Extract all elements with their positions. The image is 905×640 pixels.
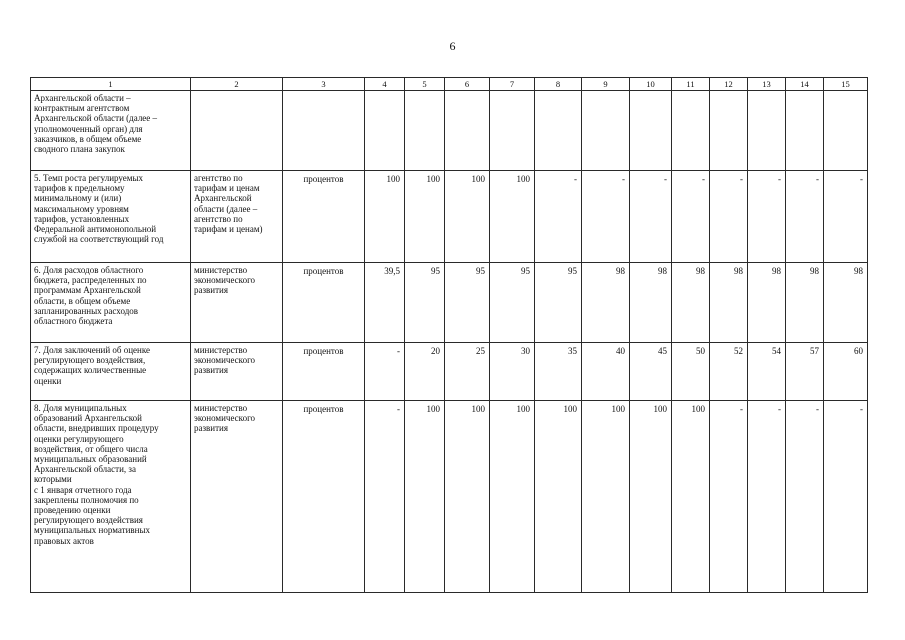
responsible-cell: министерство экономического развития	[191, 401, 283, 593]
value-cell: -	[748, 401, 786, 593]
table-row	[31, 91, 868, 171]
header-cell: 8	[535, 78, 582, 91]
value-cell: 98	[786, 263, 824, 343]
header-cell: 14	[786, 78, 824, 91]
value-cell	[405, 91, 445, 171]
header-cell: 11	[672, 78, 710, 91]
value-cell: 60	[824, 343, 868, 401]
unit-cell: процентов	[283, 263, 365, 343]
value-cell: 100	[365, 171, 405, 263]
unit-cell: процентов	[283, 401, 365, 593]
value-cell: 57	[786, 343, 824, 401]
unit-cell	[283, 91, 365, 171]
indicator-cell: 6. Доля расходов областного бюджета, распределенных по программам Архангельской области, в общем объеме запланированных расходов областного бюджета	[31, 263, 191, 343]
value-cell: -	[365, 343, 405, 401]
value-cell: 98	[630, 263, 672, 343]
value-cell	[582, 91, 630, 171]
value-cell: 100	[582, 401, 630, 593]
header-cell: 10	[630, 78, 672, 91]
unit-cell: процентов	[283, 171, 365, 263]
value-cell: 95	[535, 263, 582, 343]
value-cell	[786, 91, 824, 171]
value-cell: -	[824, 401, 868, 593]
value-cell: 100	[405, 171, 445, 263]
value-cell: -	[786, 401, 824, 593]
value-cell	[748, 91, 786, 171]
value-cell: 40	[582, 343, 630, 401]
value-cell: 100	[490, 401, 535, 593]
indicator-cell: Архангельской области – контрактным агентством Архангельской области (далее – уполномоченный орган) для заказчиков, в общем объеме сводного плана закупок	[31, 91, 191, 171]
header-cell: 1	[31, 78, 191, 91]
header-row	[31, 78, 868, 91]
value-cell: 95	[490, 263, 535, 343]
header-cell: 3	[283, 78, 365, 91]
responsible-cell	[191, 91, 283, 171]
header-cell: 4	[365, 78, 405, 91]
table-row	[31, 343, 868, 401]
value-cell: 95	[445, 263, 490, 343]
value-cell: 39,5	[365, 263, 405, 343]
value-cell: -	[710, 171, 748, 263]
value-cell	[710, 91, 748, 171]
value-cell: -	[630, 171, 672, 263]
value-cell: -	[535, 171, 582, 263]
value-cell: 98	[824, 263, 868, 343]
value-cell: -	[710, 401, 748, 593]
value-cell	[535, 91, 582, 171]
value-cell	[672, 91, 710, 171]
responsible-cell: агентство по тарифам и ценам Архангельской области (далее – агентство по тарифам и ценам)	[191, 171, 283, 263]
value-cell: 25	[445, 343, 490, 401]
header-cell: 6	[445, 78, 490, 91]
table-row	[31, 263, 868, 343]
value-cell: -	[786, 171, 824, 263]
value-cell: 100	[490, 171, 535, 263]
value-cell	[630, 91, 672, 171]
value-cell: 98	[582, 263, 630, 343]
value-cell: -	[582, 171, 630, 263]
value-cell: 45	[630, 343, 672, 401]
value-cell: 98	[748, 263, 786, 343]
value-cell: 98	[672, 263, 710, 343]
indicator-cell: 7. Доля заключений об оценке регулирующего воздействия, содержащих количественные оценки	[31, 343, 191, 401]
table-row	[31, 401, 868, 593]
header-cell: 2	[191, 78, 283, 91]
value-cell	[490, 91, 535, 171]
table-body	[31, 78, 868, 593]
header-cell: 13	[748, 78, 786, 91]
value-cell: 54	[748, 343, 786, 401]
value-cell: 52	[710, 343, 748, 401]
value-cell: 98	[710, 263, 748, 343]
value-cell: 30	[490, 343, 535, 401]
value-cell: 100	[630, 401, 672, 593]
indicator-cell: 5. Темп роста регулируемых тарифов к предельному минимальному и (или) максимальному уровням тарифов, установленных Федеральной антимонопольной службой на соответствующий год	[31, 171, 191, 263]
value-cell: -	[748, 171, 786, 263]
header-cell: 12	[710, 78, 748, 91]
value-cell: 35	[535, 343, 582, 401]
unit-cell: процентов	[283, 343, 365, 401]
page-number: 6	[449, 39, 456, 53]
value-cell: 100	[445, 401, 490, 593]
header-cell: 5	[405, 78, 445, 91]
value-cell	[824, 91, 868, 171]
header-cell: 7	[490, 78, 535, 91]
header-cell: 9	[582, 78, 630, 91]
indicators-table	[30, 77, 868, 593]
value-cell: -	[824, 171, 868, 263]
value-cell	[365, 91, 405, 171]
header-cell: 15	[824, 78, 868, 91]
value-cell	[445, 91, 490, 171]
responsible-cell: министерство экономического развития	[191, 343, 283, 401]
indicator-cell: 8. Доля муниципальных образований Архангельской области, внедривших процедуру оценки регулирующего воздействия, от общего числа муниципальных образований Архангельской области, за которыми с 1 января отчетного года закреплены полномочия по проведению оценки регулирующего воздействия муниципальных нормативных правовых актов	[31, 401, 191, 593]
table-row	[31, 171, 868, 263]
value-cell: -	[365, 401, 405, 593]
value-cell: 100	[445, 171, 490, 263]
responsible-cell: министерство экономического развития	[191, 263, 283, 343]
value-cell: 50	[672, 343, 710, 401]
value-cell: 95	[405, 263, 445, 343]
value-cell: 20	[405, 343, 445, 401]
value-cell: 100	[405, 401, 445, 593]
value-cell: 100	[672, 401, 710, 593]
value-cell: -	[672, 171, 710, 263]
value-cell: 100	[535, 401, 582, 593]
